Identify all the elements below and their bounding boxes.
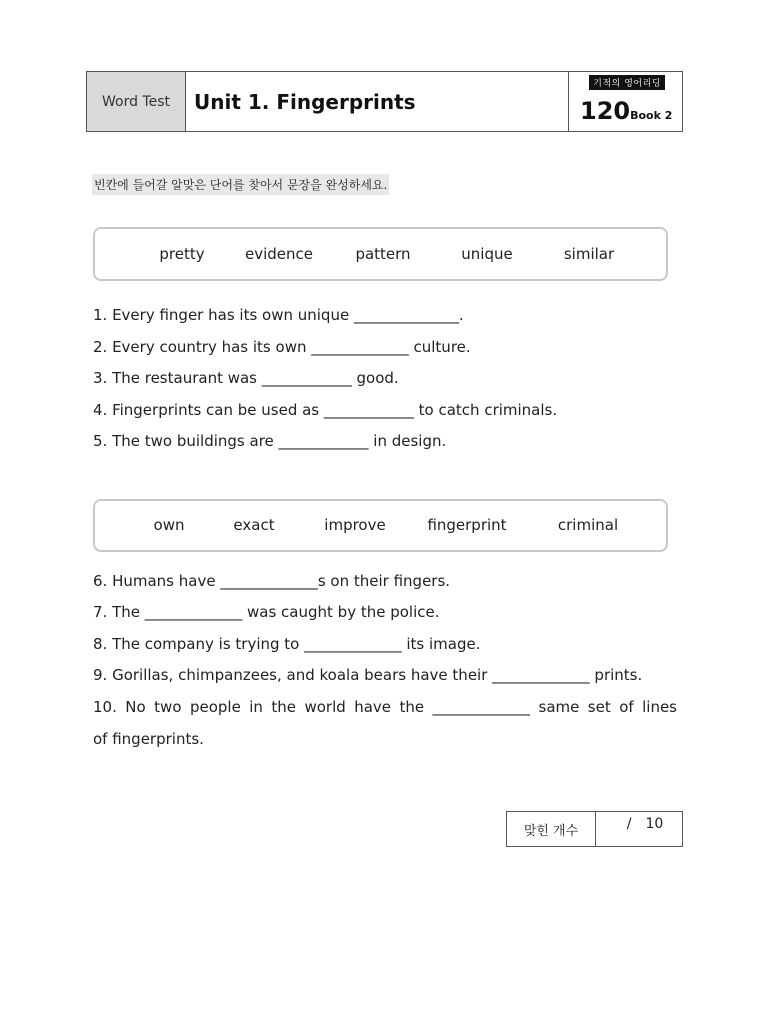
word-option: pattern bbox=[355, 245, 411, 263]
word-option: evidence bbox=[244, 245, 314, 263]
book-label: Book 2 bbox=[630, 109, 673, 122]
question-2: 2. Every country has its own _____________ culture. bbox=[93, 338, 471, 356]
question-8: 8. The company is trying to _____________ its image. bbox=[93, 635, 481, 653]
instruction-text: 빈칸에 들어갈 알맞은 단어를 찾아서 문장을 완성하세요. bbox=[92, 174, 389, 195]
word-bank-1 bbox=[93, 227, 668, 281]
book-info bbox=[568, 72, 682, 131]
question-10-continued: of fingerprints. bbox=[93, 730, 204, 748]
score-total: 10 bbox=[645, 816, 664, 832]
score-value bbox=[596, 812, 682, 846]
score-label: 맞힌 개수 bbox=[507, 812, 596, 846]
page-title: Unit 1. Fingerprints bbox=[194, 89, 416, 114]
question-1: 1. Every finger has its own unique ______________. bbox=[93, 306, 464, 324]
question-3: 3. The restaurant was ____________ good. bbox=[93, 369, 399, 387]
score-box bbox=[506, 811, 683, 847]
question-7: 7. The _____________ was caught by the police. bbox=[93, 603, 440, 621]
question-6: 6. Humans have _____________s on their fingers. bbox=[93, 572, 451, 590]
word-option: exact bbox=[233, 516, 275, 534]
header-table bbox=[86, 71, 683, 132]
word-option: fingerprint bbox=[427, 516, 507, 534]
book-number bbox=[580, 97, 672, 125]
score-slash: / bbox=[626, 816, 632, 832]
word-option: own bbox=[153, 516, 185, 534]
brand-label: 기적의 영어리딩 bbox=[589, 75, 665, 90]
word-option: similar bbox=[563, 245, 615, 263]
word-option: improve bbox=[324, 516, 386, 534]
word-option: pretty bbox=[159, 245, 205, 263]
question-10: 10. No two people in the world have the _____________ same set of lines bbox=[93, 698, 677, 716]
word-option: unique bbox=[461, 245, 513, 263]
word-test-label: Word Test bbox=[87, 72, 186, 131]
question-5: 5. The two buildings are ____________ in design. bbox=[93, 432, 447, 450]
question-9: 9. Gorillas, chimpanzees, and koala bears have their _____________ prints. bbox=[93, 666, 643, 684]
word-option: criminal bbox=[557, 516, 619, 534]
question-4: 4. Fingerprints can be used as ____________ to catch criminals. bbox=[93, 401, 558, 419]
book-number-value: 120 bbox=[580, 97, 631, 125]
word-bank-2 bbox=[93, 499, 668, 552]
